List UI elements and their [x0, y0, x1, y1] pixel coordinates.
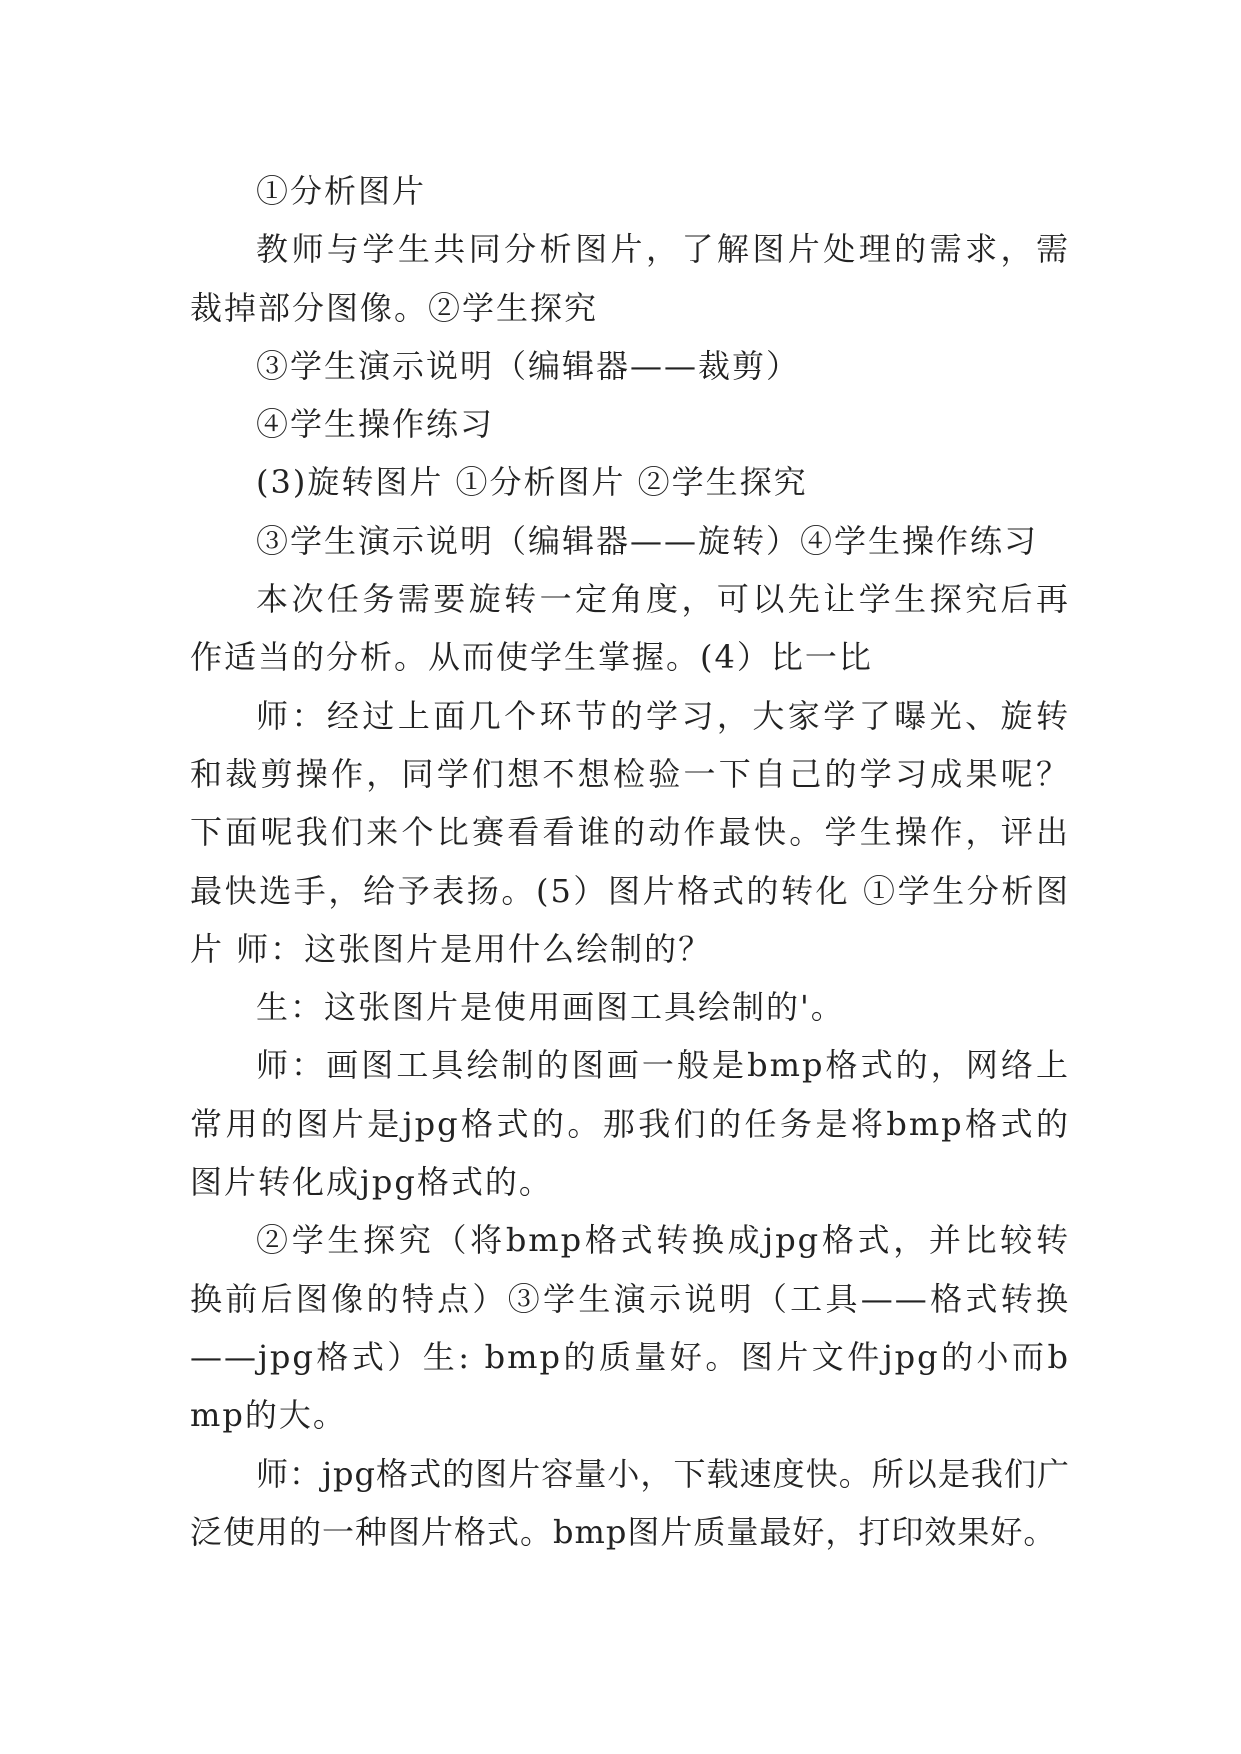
paragraph-analyze-image: ①分析图片 — [256, 172, 427, 210]
paragraph-demo-crop: ③学生演示说明（编辑器——裁剪） — [256, 346, 801, 385]
paragraph-format-conversion: ②学生探究（将bmp格式转换成jpg格式，并比较转换前后图像的特点）③学生演示说明（工具——格式转换——jpg格式）生: bmp的质量好。图片文件jpg的小而bmp的大。 — [190, 1221, 1070, 1435]
paragraph-bmp-jpg-task: 师：画图工具绘制的图画一般是bmp格式的，网络上常用的图片是jpg格式的。那我们的任务是将bmp格式的图片转化成jpg格式的。 — [190, 1046, 1070, 1202]
paragraph-rotate-task: 本次任务需要旋转一定角度，可以先让学生探究后再作适当的分析。从而使学生掌握。(4）比一比 — [190, 580, 1070, 677]
paragraph-rotate-image: (3)旋转图片 ①分析图片 ②学生探究 — [256, 463, 808, 502]
document-body — [190, 162, 1070, 1561]
paragraph-teacher-student-analysis: 教师与学生共同分析图片，了解图片处理的需求，需裁掉部分图像。②学生探究 — [190, 230, 1070, 327]
paragraph-student-answer: 生：这张图片是使用画图工具绘制的'。 — [256, 988, 845, 1027]
paragraph-jpg-summary: 师：jpg格式的图片容量小，下载速度快。所以是我们广泛使用的一种图片格式。bmp图片质量最好，打印效果好。 — [190, 1454, 1070, 1551]
paragraph-practice: ④学生操作练习 — [256, 405, 495, 444]
paragraph-competition: 师：经过上面几个环节的学习，大家学了曝光、旋转和裁剪操作，同学们想不想检验一下自己的学习成果呢？下面呢我们来个比赛看看谁的动作最快。学生操作，评出最快选手，给予表扬。(5）图片格式的转化 ①学生分析图片 师：这张图片是用什么绘制的？ — [190, 696, 1070, 968]
paragraph-demo-rotate: ③学生演示说明（编辑器——旋转）④学生操作练习 — [256, 521, 1039, 560]
